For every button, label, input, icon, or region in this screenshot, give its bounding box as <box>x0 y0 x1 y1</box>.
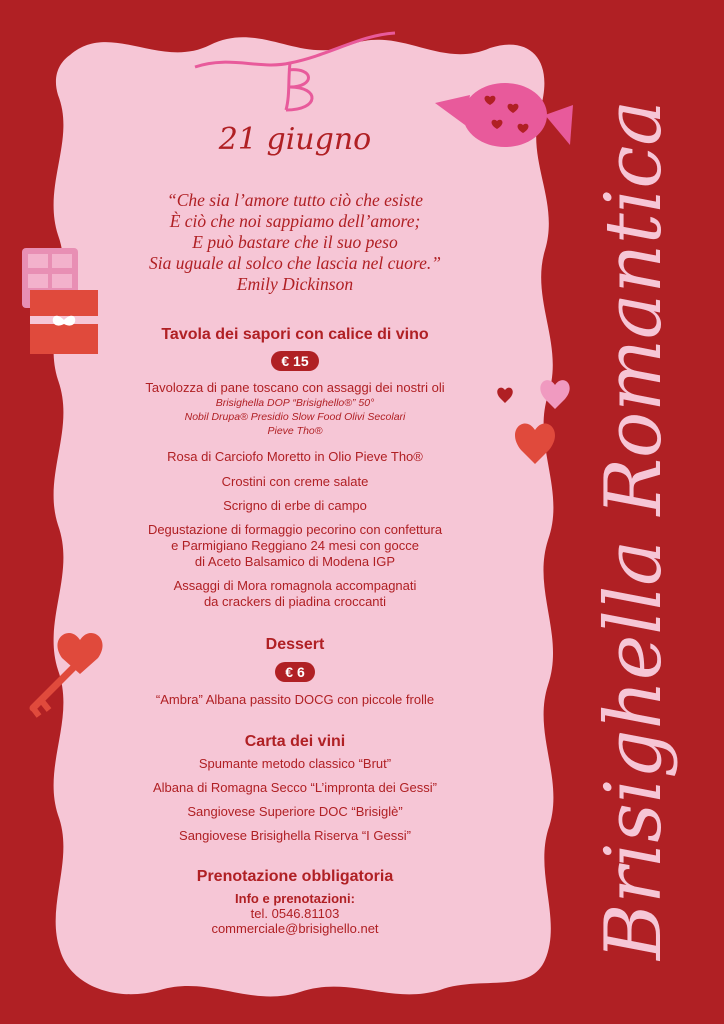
menu-item-line: da crackers di piadina croccanti <box>203 594 387 609</box>
wine-item: Sangiovese Superiore DOC “Brisiglè” <box>187 804 403 819</box>
dessert-price-badge: € 6 <box>275 662 314 682</box>
vini-heading: Carta dei vini <box>244 733 346 750</box>
tavola-heading: Tavola dei sapori con calice di vino <box>161 326 429 343</box>
booking-info-label: Info e prenotazioni: <box>235 891 355 906</box>
tavola-price-badge: € 15 <box>271 351 318 371</box>
poem-line: Sia uguale al solco che lascia nel cuore.” <box>149 253 441 273</box>
booking-phone[interactable]: tel. 0546.81103 <box>250 906 340 921</box>
event-date: 21 giugno <box>218 122 372 157</box>
side-title <box>520 40 720 990</box>
menu-item-line: Assaggi di Mora romagnola accompagnati <box>173 578 417 593</box>
side-title-text: Brisighella Romantica <box>589 85 679 960</box>
poem-line: “Che sia l’amore tutto ciò che esiste <box>167 190 423 210</box>
key-icon <box>25 620 110 720</box>
poem-author: Emily Dickinson <box>236 274 354 294</box>
poem-line: E può bastare che il suo peso <box>192 232 398 252</box>
dessert-item: “Ambra” Albana passito DOCG con piccole frolle <box>155 692 435 707</box>
menu-item-line: di Aceto Balsamico di Modena IGP <box>194 554 396 569</box>
dessert-heading: Dessert <box>265 636 325 653</box>
menu-item: Tavolozza di pane toscano con assaggi dei nostri oli <box>145 380 445 395</box>
poem-line: È ciò che noi sappiamo dell’amore; <box>169 211 421 231</box>
poem <box>100 190 490 295</box>
menu-item-line: e Parmigiano Reggiano 24 mesi con gocce <box>171 538 419 553</box>
wine-item: Albana di Romagna Secco “L’impronta dei Gessi” <box>153 780 437 795</box>
menu-item: Rosa di Carciofo Moretto in Olio Pieve Tho® <box>167 449 423 464</box>
menu-item: Crostini con creme salate <box>221 474 369 489</box>
menu-item-line: Degustazione di formaggio pecorino con confettura <box>147 522 443 537</box>
menu-item: Scrigno di erbe di campo <box>223 498 367 513</box>
menu-subitem: Pieve Tho® <box>267 425 323 437</box>
menu-subitem: Brisighella DOP “Brisighello®” 50° <box>215 397 375 409</box>
logo-tb <box>190 15 410 115</box>
wine-item: Spumante metodo classico “Brut” <box>198 756 392 771</box>
booking-heading: Prenotazione obbligatoria <box>196 868 394 885</box>
chocolate-icon <box>20 248 102 358</box>
wine-item: Sangiovese Brisighella Riserva “I Gessi” <box>179 828 411 843</box>
menu-subitem: Nobil Drupa® Presidio Slow Food Olivi Secolari <box>184 411 406 423</box>
booking-email[interactable]: commerciale@brisighello.net <box>211 921 379 936</box>
